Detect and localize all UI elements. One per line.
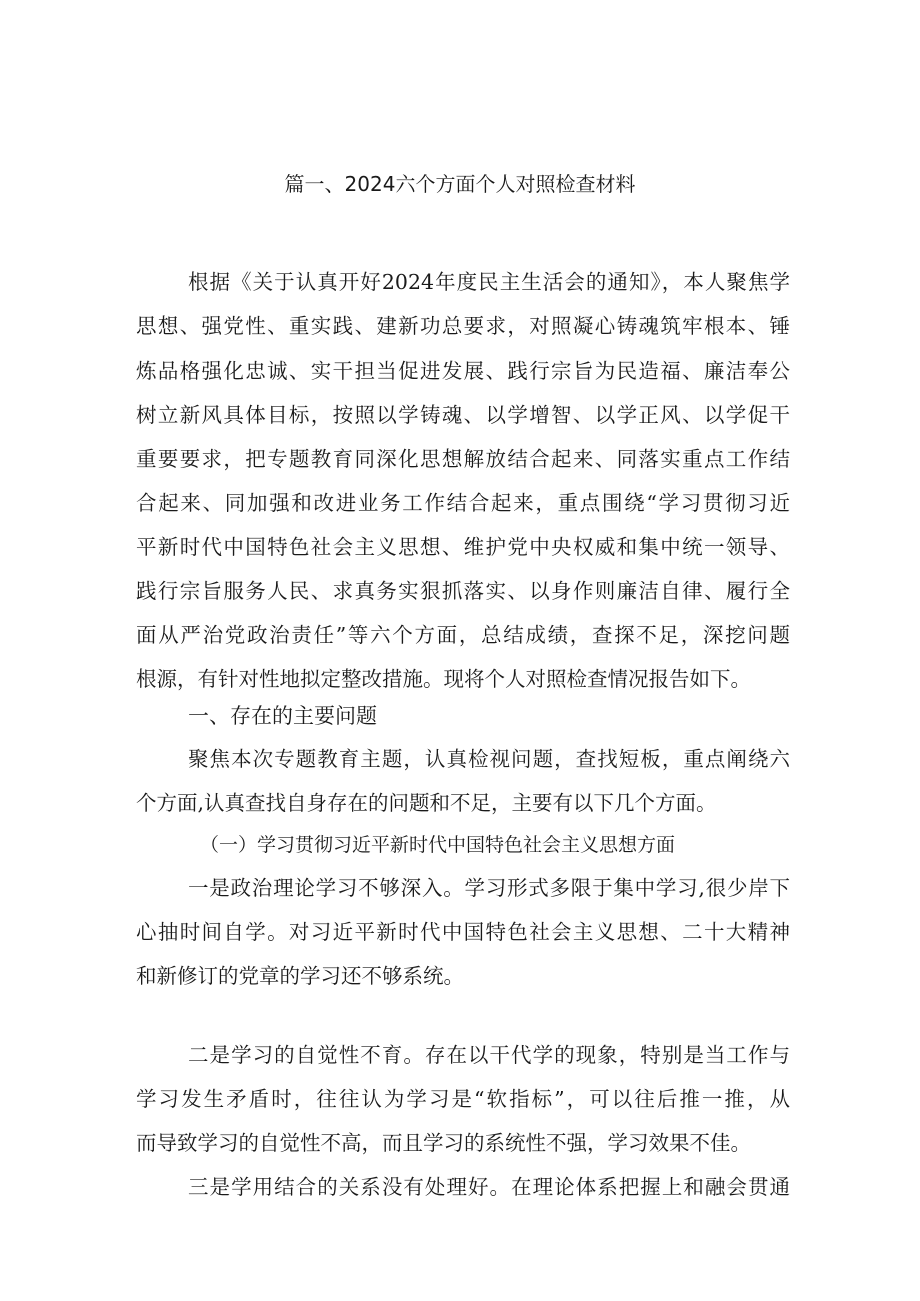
point-line: 一是政治理论学习不够深入。学习形式多限于集中学习,很少岸下 — [188, 876, 790, 900]
intro-line: 践行宗旨服务人民、求真务实狠抓落实、以身作则廉洁自律、履行全 — [136, 579, 790, 603]
subsection-heading: （一）学习贯彻习近平新时代中国特色社会主义思想方面 — [200, 834, 676, 856]
intro-line: 合起来、同加强和改进业务工作结合起来，重点围绕“学习贯彻习近 — [136, 491, 790, 515]
section-line: 聚焦本次专题教育主题，认真检视问题，查找短板，重点阐绕六 — [188, 747, 790, 771]
point-line: 而导致学习的自觉性不高，而且学习的系统性不强，学习效果不佳。 — [136, 1131, 751, 1155]
section-heading: 一、存在的主要问题 — [188, 704, 377, 728]
intro-line: 思想、强党性、重实践、建新功总要求，对照凝心铸魂筑牢根本、锤 — [136, 314, 790, 338]
point-line: 三是学用结合的关系没有处理好。在理论体系把握上和融会贯通 — [188, 1175, 790, 1199]
section-line: 个方面,认真查找自身存在的问题和不足，主要有以下几个方面。 — [136, 791, 717, 815]
document-title: 篇一、2024六个方面个人对照检查材料 — [284, 172, 636, 196]
intro-line: 面从严治党政治责任”等六个方面，总结成绩，查探不足，深挖问题 — [136, 623, 790, 647]
point-line: 心抽时间自学。对习近平新时代中国特色社会主义思想、二十大精神 — [136, 920, 790, 944]
intro-line: 根据《关于认真开好2024年度民主生活会的通知》，本人聚焦学 — [188, 270, 790, 294]
intro-line: 炼品格强化忠诚、实干担当促进发展、践行宗旨为民造福、廉洁奉公 — [136, 359, 790, 383]
intro-line: 根源，有针对性地拟定整改措施。现将个人对照检查情况报告如下。 — [136, 667, 751, 691]
point-line: 和新修订的党章的学习还不够系统。 — [136, 964, 464, 988]
intro-line: 树立新风具体目标，按照以学铸魂、以学增智、以学正风、以学促干 — [136, 403, 790, 427]
intro-line: 重要要求，把专题教育同深化思想解放结合起来、同落实重点工作结 — [136, 447, 790, 471]
point-line: 二是学习的自觉性不育。存在以干代学的现象，特别是当工作与 — [188, 1043, 790, 1067]
intro-line: 平新时代中国特色社会主义思想、维护党中央权威和集中统一领导、 — [136, 535, 790, 559]
point-line: 学习发生矛盾时，往往认为学习是“软指标”，可以往后推一推，从 — [136, 1087, 790, 1111]
